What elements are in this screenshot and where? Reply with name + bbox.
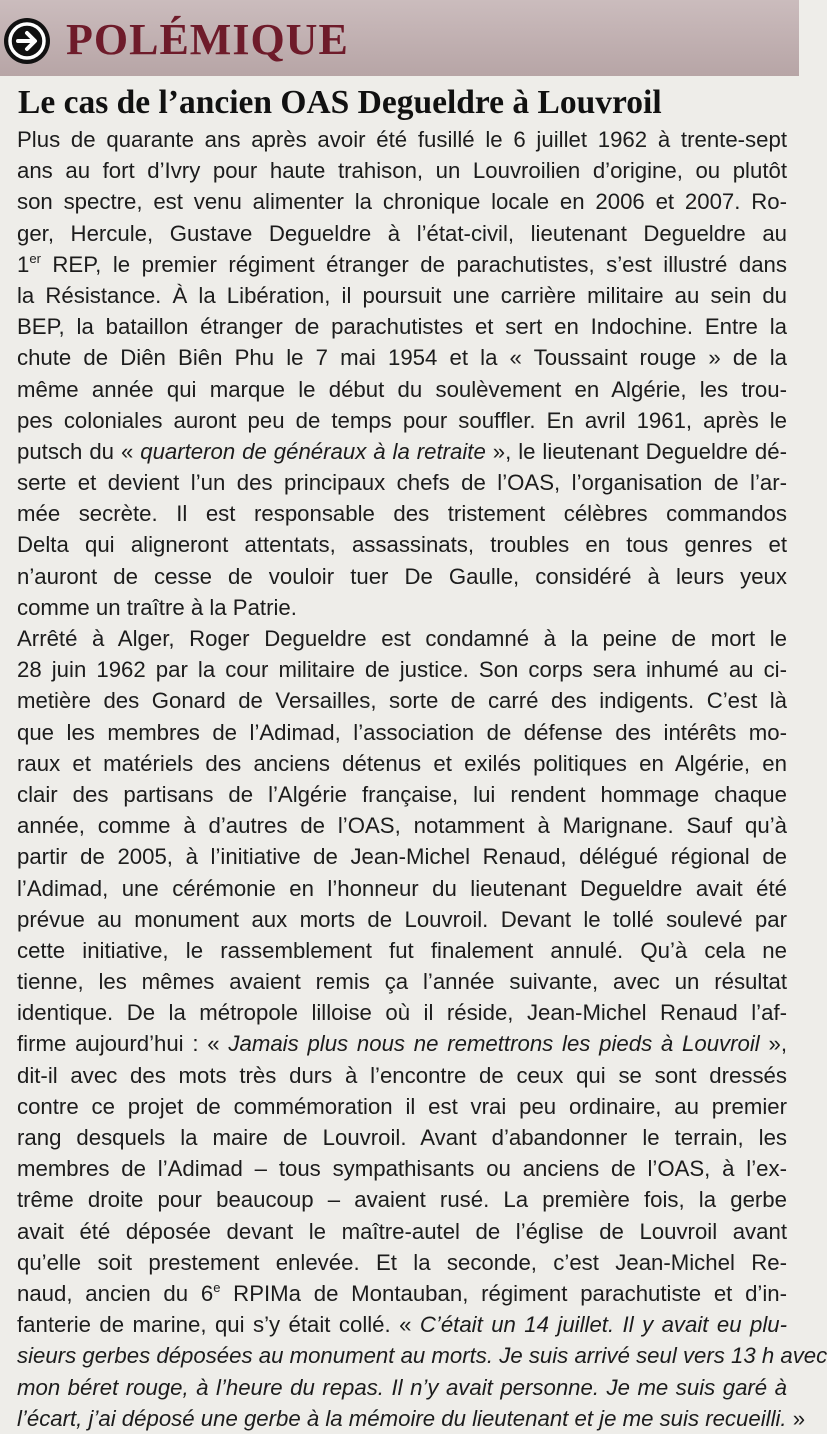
article bbox=[0, 76, 827, 1434]
text-line bbox=[17, 342, 787, 373]
text-segment: partir de 2005, à l’initiative de Jean-Michel Renaud, délégué régional de bbox=[17, 844, 787, 870]
text-line bbox=[17, 155, 787, 186]
text-segment: » bbox=[786, 1405, 806, 1431]
italic-quote: Jamais plus nous ne remettrons les pieds à Louvroil bbox=[228, 1031, 760, 1057]
section-title: POLÉMIQUE bbox=[66, 15, 349, 64]
text-segment: l’Adimad, une cérémonie en l’honneur du lieutenant Degueldre avait été bbox=[17, 875, 787, 901]
text-segment: cette initiative, le rassemblement fut finalement annulé. Qu’à cela ne bbox=[17, 937, 787, 963]
text-line bbox=[17, 1372, 787, 1403]
text-segment: Plus de quarante ans après avoir été fusillé le 6 juillet 1962 à trente-sept bbox=[17, 127, 787, 152]
text-segment: Delta qui aligneront attentats, assassinats, troubles en tous genres et bbox=[17, 532, 787, 558]
superscript: er bbox=[29, 250, 41, 266]
text-line bbox=[17, 1122, 787, 1153]
text-segment: 28 juin 1962 par la cour militaire de justice. Son corps sera inhumé au ci- bbox=[17, 657, 787, 683]
text-line bbox=[17, 654, 787, 685]
italic-quote: mon béret rouge, à l’heure du repas. Il n’y avait personne. Je me suis garé à bbox=[17, 1374, 787, 1400]
text-line bbox=[17, 1340, 827, 1371]
text-line bbox=[17, 592, 799, 623]
text-segment: serte et devient l’un des principaux chefs de l’OAS, l’organisation de l’ar- bbox=[17, 470, 787, 496]
article-body bbox=[0, 124, 827, 1434]
text-line bbox=[17, 1309, 787, 1340]
text-line bbox=[17, 186, 787, 217]
text-line bbox=[17, 1403, 806, 1434]
arrow-right-circle-icon bbox=[4, 18, 50, 64]
text-line bbox=[17, 405, 787, 436]
text-segment: », bbox=[759, 1031, 787, 1057]
text-line bbox=[17, 966, 787, 997]
text-segment: tienne, les mêmes avaient remis ça l’année suivante, avec un résultat bbox=[17, 969, 787, 995]
text-segment: la Résistance. À la Libération, il poursuit une carrière militaire au sein du bbox=[17, 282, 787, 308]
text-segment: REP, le premier régiment étranger de parachutistes, s’est illustré dans bbox=[40, 251, 787, 277]
text-line bbox=[17, 904, 787, 935]
text-segment: rang desquels la maire de Louvroil. Avant d’abandonner le terrain, les bbox=[17, 1125, 787, 1150]
italic-quote: C’était un 14 juillet. Il y avait eu plu- bbox=[419, 1312, 787, 1338]
text-segment: que les membres de l’Adimad, l’association de défense des intérêts mo- bbox=[17, 719, 787, 745]
text-line bbox=[17, 218, 787, 249]
section-header bbox=[0, 0, 799, 76]
text-segment: putsch du « bbox=[17, 438, 141, 464]
text-segment: avait été déposée devant le maître-autel de l’église de Louvroil avant bbox=[17, 1218, 787, 1244]
italic-quote: quarteron de généraux à la retraite bbox=[140, 438, 486, 464]
italic-quote: sieurs gerbes déposées au monument au morts. Je suis arrivé seul vers 13 h avec bbox=[17, 1343, 827, 1369]
text-line bbox=[17, 810, 787, 841]
text-segment: clair des partisans de l’Algérie française, lui rendent hommage chaque bbox=[17, 781, 787, 807]
text-segment: prévue au monument aux morts de Louvroil. Devant le tollé soulevé par bbox=[17, 906, 787, 932]
article-headline: Le cas de l’ancien OAS Degueldre à Louvroil bbox=[18, 84, 662, 121]
text-line bbox=[17, 498, 787, 529]
text-line bbox=[17, 249, 787, 280]
text-segment: mée secrète. Il est responsable des tristement célèbres commandos bbox=[17, 501, 787, 527]
text-line bbox=[17, 873, 787, 904]
text-line bbox=[17, 374, 787, 405]
text-segment: qu’elle soit prestement enlevée. Et la seconde, c’est Jean-Michel Re- bbox=[17, 1249, 787, 1275]
text-segment: membres de l’Adimad – tous sympathisants ou anciens de l’OAS, à l’ex- bbox=[17, 1156, 787, 1182]
text-segment: metière des Gonard de Versailles, sorte de carré des indigents. C’est là bbox=[17, 688, 787, 714]
text-line bbox=[17, 841, 787, 872]
text-line bbox=[17, 1278, 787, 1309]
text-segment: chute de Diên Biên Phu le 7 mai 1954 et la « Toussaint rouge » de la bbox=[17, 345, 787, 371]
text-segment: », le lieutenant Degueldre dé- bbox=[485, 438, 787, 464]
text-segment: naud, ancien du 6 bbox=[17, 1280, 214, 1306]
text-segment: 1 bbox=[17, 251, 30, 277]
text-segment: fanterie de marine, qui s’y était collé. « bbox=[17, 1312, 420, 1338]
superscript: e bbox=[213, 1279, 221, 1295]
text-line bbox=[17, 997, 787, 1028]
text-line bbox=[17, 935, 787, 966]
text-segment: ger, Hercule, Gustave Degueldre à l’état-civil, lieutenant Degueldre au bbox=[17, 220, 787, 246]
text-segment: ans au fort d’Ivry pour haute trahison, un Louvroilien d’origine, ou plutôt bbox=[17, 158, 787, 184]
italic-quote: l’écart, j’ai déposé une gerbe à la mémoire du lieutenant et je me suis recueilli. bbox=[17, 1405, 787, 1431]
text-line bbox=[17, 280, 787, 311]
text-segment: Arrêté à Alger, Roger Degueldre est condamné à la peine de mort le bbox=[17, 626, 787, 651]
text-line bbox=[17, 1247, 787, 1278]
text-segment: comme un traître à la Patrie. bbox=[17, 594, 297, 620]
text-segment: raux et matériels des anciens détenus et exilés politiques en Algérie, en bbox=[17, 750, 787, 776]
text-line bbox=[17, 311, 787, 342]
text-segment: dit-il avec des mots très durs à l’encontre de ceux qui se sont dressés bbox=[17, 1062, 787, 1088]
text-line bbox=[17, 1091, 787, 1122]
text-line bbox=[17, 561, 787, 592]
text-segment: RPIMa de Montauban, régiment parachutiste et d’in- bbox=[220, 1280, 787, 1306]
text-segment: pes coloniales auront peu de temps pour souffler. En avril 1961, après le bbox=[17, 407, 787, 433]
text-segment: identique. De la métropole lilloise où il réside, Jean-Michel Renaud l’af- bbox=[17, 1000, 787, 1026]
text-line bbox=[17, 1184, 787, 1215]
text-segment: trême droite pour beaucoup – avaient rusé. La première fois, la gerbe bbox=[17, 1187, 787, 1213]
text-segment: année, comme à d’autres de l’OAS, notamment à Marignane. Sauf qu’à bbox=[17, 813, 787, 839]
text-line bbox=[17, 467, 787, 498]
text-line bbox=[17, 1028, 787, 1059]
text-line bbox=[17, 1060, 787, 1091]
text-line bbox=[17, 1153, 787, 1184]
text-line bbox=[17, 779, 787, 810]
text-segment: firme aujourd’hui : « bbox=[17, 1031, 229, 1057]
text-line bbox=[17, 1216, 787, 1247]
text-line bbox=[17, 124, 787, 155]
text-line bbox=[17, 748, 787, 779]
text-line bbox=[17, 685, 787, 716]
text-segment: BEP, la bataillon étranger de parachutistes et sert en Indochine. Entre la bbox=[17, 314, 787, 340]
text-segment: n’auront de cesse de vouloir tuer De Gaulle, considéré à leurs yeux bbox=[17, 563, 787, 589]
text-line bbox=[17, 436, 787, 467]
text-segment: son spectre, est venu alimenter la chronique locale en 2006 et 2007. Ro- bbox=[17, 189, 787, 215]
text-line bbox=[17, 529, 787, 560]
text-segment: contre ce projet de commémoration il est vrai peu ordinaire, au premier bbox=[17, 1093, 787, 1119]
text-segment: même année qui marque le début du soulèvement en Algérie, les trou- bbox=[17, 376, 787, 402]
text-line bbox=[17, 717, 787, 748]
text-line bbox=[17, 623, 787, 654]
